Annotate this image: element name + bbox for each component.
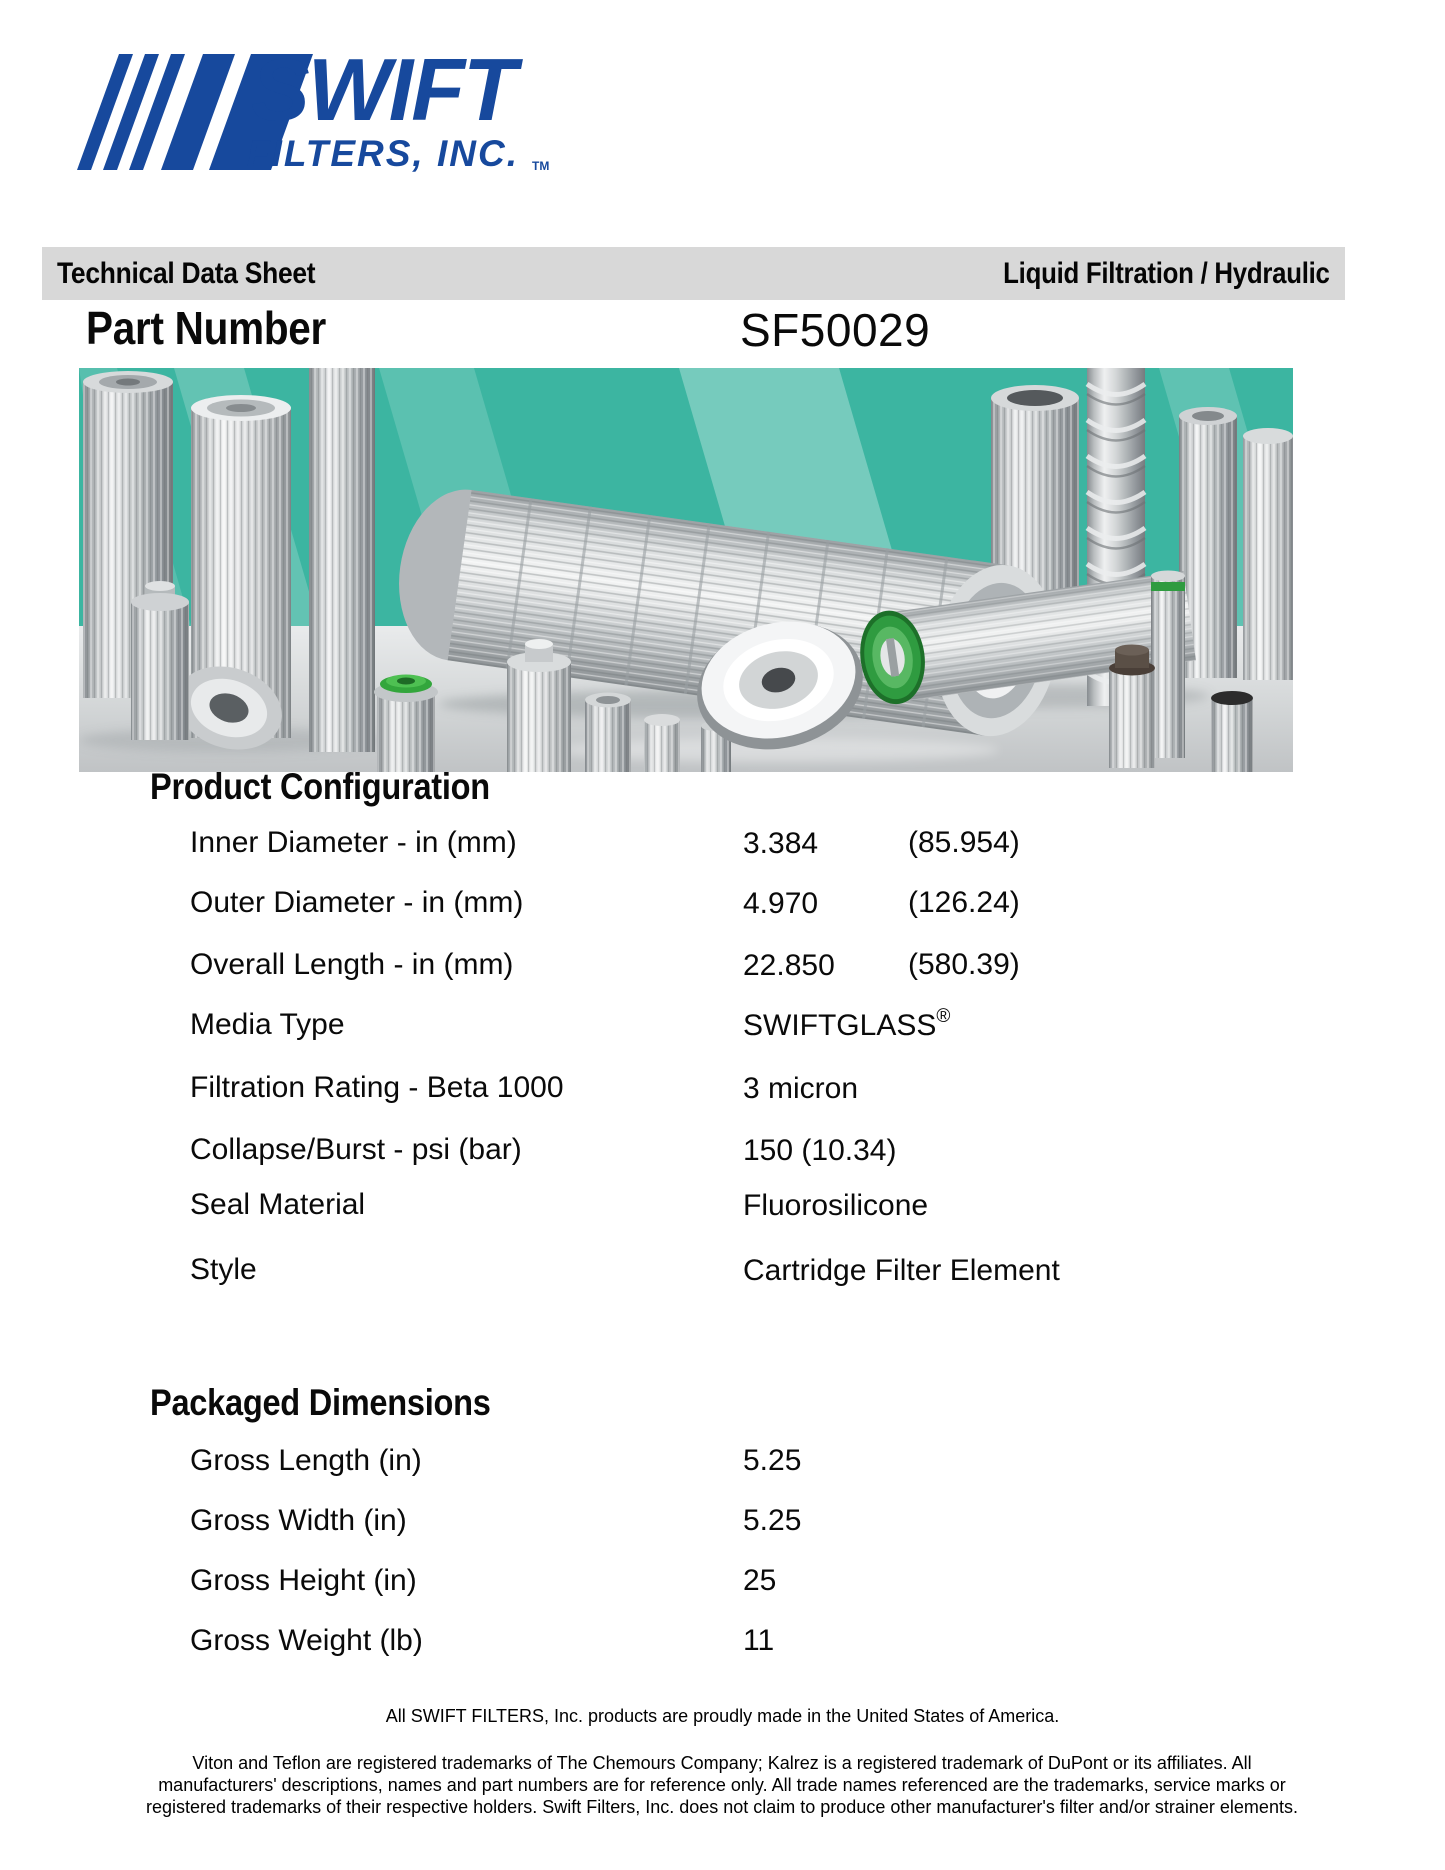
- trademark-disclaimer: Viton and Teflon are registered trademarks of The Chemours Company; Kalrez is a registered trademark of DuPont or its affiliates. All manufacturers' descriptions, names and part numbers are for reference only. All trade names referenced are the trademarks, service marks or registered trademarks of their respective holders. Swift Filters, Inc. does not claim to produce other manufacturer's filter and/or strainer elements.: [146, 1753, 1298, 1817]
- filter-dark-cap: [1109, 645, 1155, 769]
- spec-label: Style: [190, 1253, 257, 1286]
- spec-label: Media Type: [190, 1008, 345, 1041]
- spec-value: Cartridge Filter Element: [743, 1254, 1060, 1287]
- dimension-label: Gross Length (in): [190, 1444, 422, 1477]
- filter-green-cap: [374, 675, 438, 773]
- spec-value: 150 (10.34): [743, 1134, 897, 1167]
- dimension-row: [0, 1504, 1445, 1544]
- logo-trademark: TM: [532, 159, 550, 173]
- logo-text-filters-inc: FILTERS, INC.: [247, 133, 519, 174]
- spec-value-metric: (580.39): [908, 948, 1020, 981]
- spec-label: Inner Diameter - in (mm): [190, 826, 517, 859]
- dimension-value: 5.25: [743, 1504, 802, 1537]
- filter-thin-green-band: [1151, 571, 1185, 759]
- swift-filters-logo-graphic: [75, 50, 553, 188]
- spec-value: 22.850: [743, 949, 835, 982]
- logo-wordmark: [247, 50, 549, 174]
- filter-black-cap: [1211, 691, 1253, 772]
- product-photo: [79, 368, 1293, 772]
- dimension-label: Gross Width (in): [190, 1504, 407, 1537]
- spec-row: [0, 826, 1445, 866]
- spec-row: [0, 948, 1445, 988]
- part-number-label: Part Number: [86, 302, 327, 354]
- title-band: [42, 247, 1345, 300]
- swift-filters-logo: [75, 50, 553, 188]
- part-number-value: SF50029: [740, 304, 931, 356]
- section-title-packaged-dimensions: Packaged Dimensions: [150, 1382, 491, 1423]
- filter-cylinder: [644, 714, 680, 772]
- spec-row: [0, 1188, 1445, 1228]
- spec-value: 3.384: [743, 827, 819, 860]
- filter-cylinder: [131, 581, 189, 740]
- spec-label: Seal Material: [190, 1188, 366, 1221]
- filter-cylinder: [585, 693, 631, 773]
- spec-value: 4.970: [743, 887, 819, 920]
- spec-row: [0, 1008, 1445, 1048]
- filter-cylinder: [1243, 428, 1293, 680]
- dimension-value: 25: [743, 1564, 777, 1597]
- band-right-title: Liquid Filtration / Hydraulic: [1003, 256, 1330, 290]
- logo-text-swift: SWIFT: [251, 50, 515, 139]
- band-left-title: Technical Data Sheet: [57, 256, 316, 290]
- spec-label: Filtration Rating - Beta 1000: [190, 1071, 564, 1104]
- filter-cylinder: [309, 368, 375, 752]
- dimension-row: [0, 1564, 1445, 1604]
- filter-chrome-cap: [507, 639, 571, 772]
- spec-value: Fluorosilicone: [743, 1189, 929, 1222]
- dimension-value: 5.25: [743, 1444, 802, 1477]
- spec-value: 3 micron: [743, 1072, 859, 1105]
- section-title-product-configuration: Product Configuration: [150, 766, 490, 807]
- dimension-row: [0, 1624, 1445, 1664]
- made-in-usa-note: All SWIFT FILTERS, Inc. products are proudly made in the United States of America.: [385, 1706, 1060, 1726]
- dimension-label: Gross Height (in): [190, 1564, 417, 1597]
- spec-row: [0, 886, 1445, 926]
- spec-value-metric: (85.954): [908, 826, 1020, 859]
- spec-row: [0, 1133, 1445, 1173]
- spec-value-metric: (126.24): [908, 886, 1020, 919]
- dimension-row: [0, 1444, 1445, 1484]
- spec-label: Collapse/Burst - psi (bar): [190, 1133, 522, 1166]
- spec-row: [0, 1071, 1445, 1111]
- spec-row: [0, 1253, 1445, 1293]
- dimension-value: 11: [743, 1624, 775, 1657]
- spec-label: Outer Diameter - in (mm): [190, 886, 524, 919]
- spec-label: Overall Length - in (mm): [190, 948, 514, 981]
- dimension-label: Gross Weight (lb): [190, 1624, 423, 1657]
- spec-value: SWIFTGLASS®: [743, 1006, 951, 1042]
